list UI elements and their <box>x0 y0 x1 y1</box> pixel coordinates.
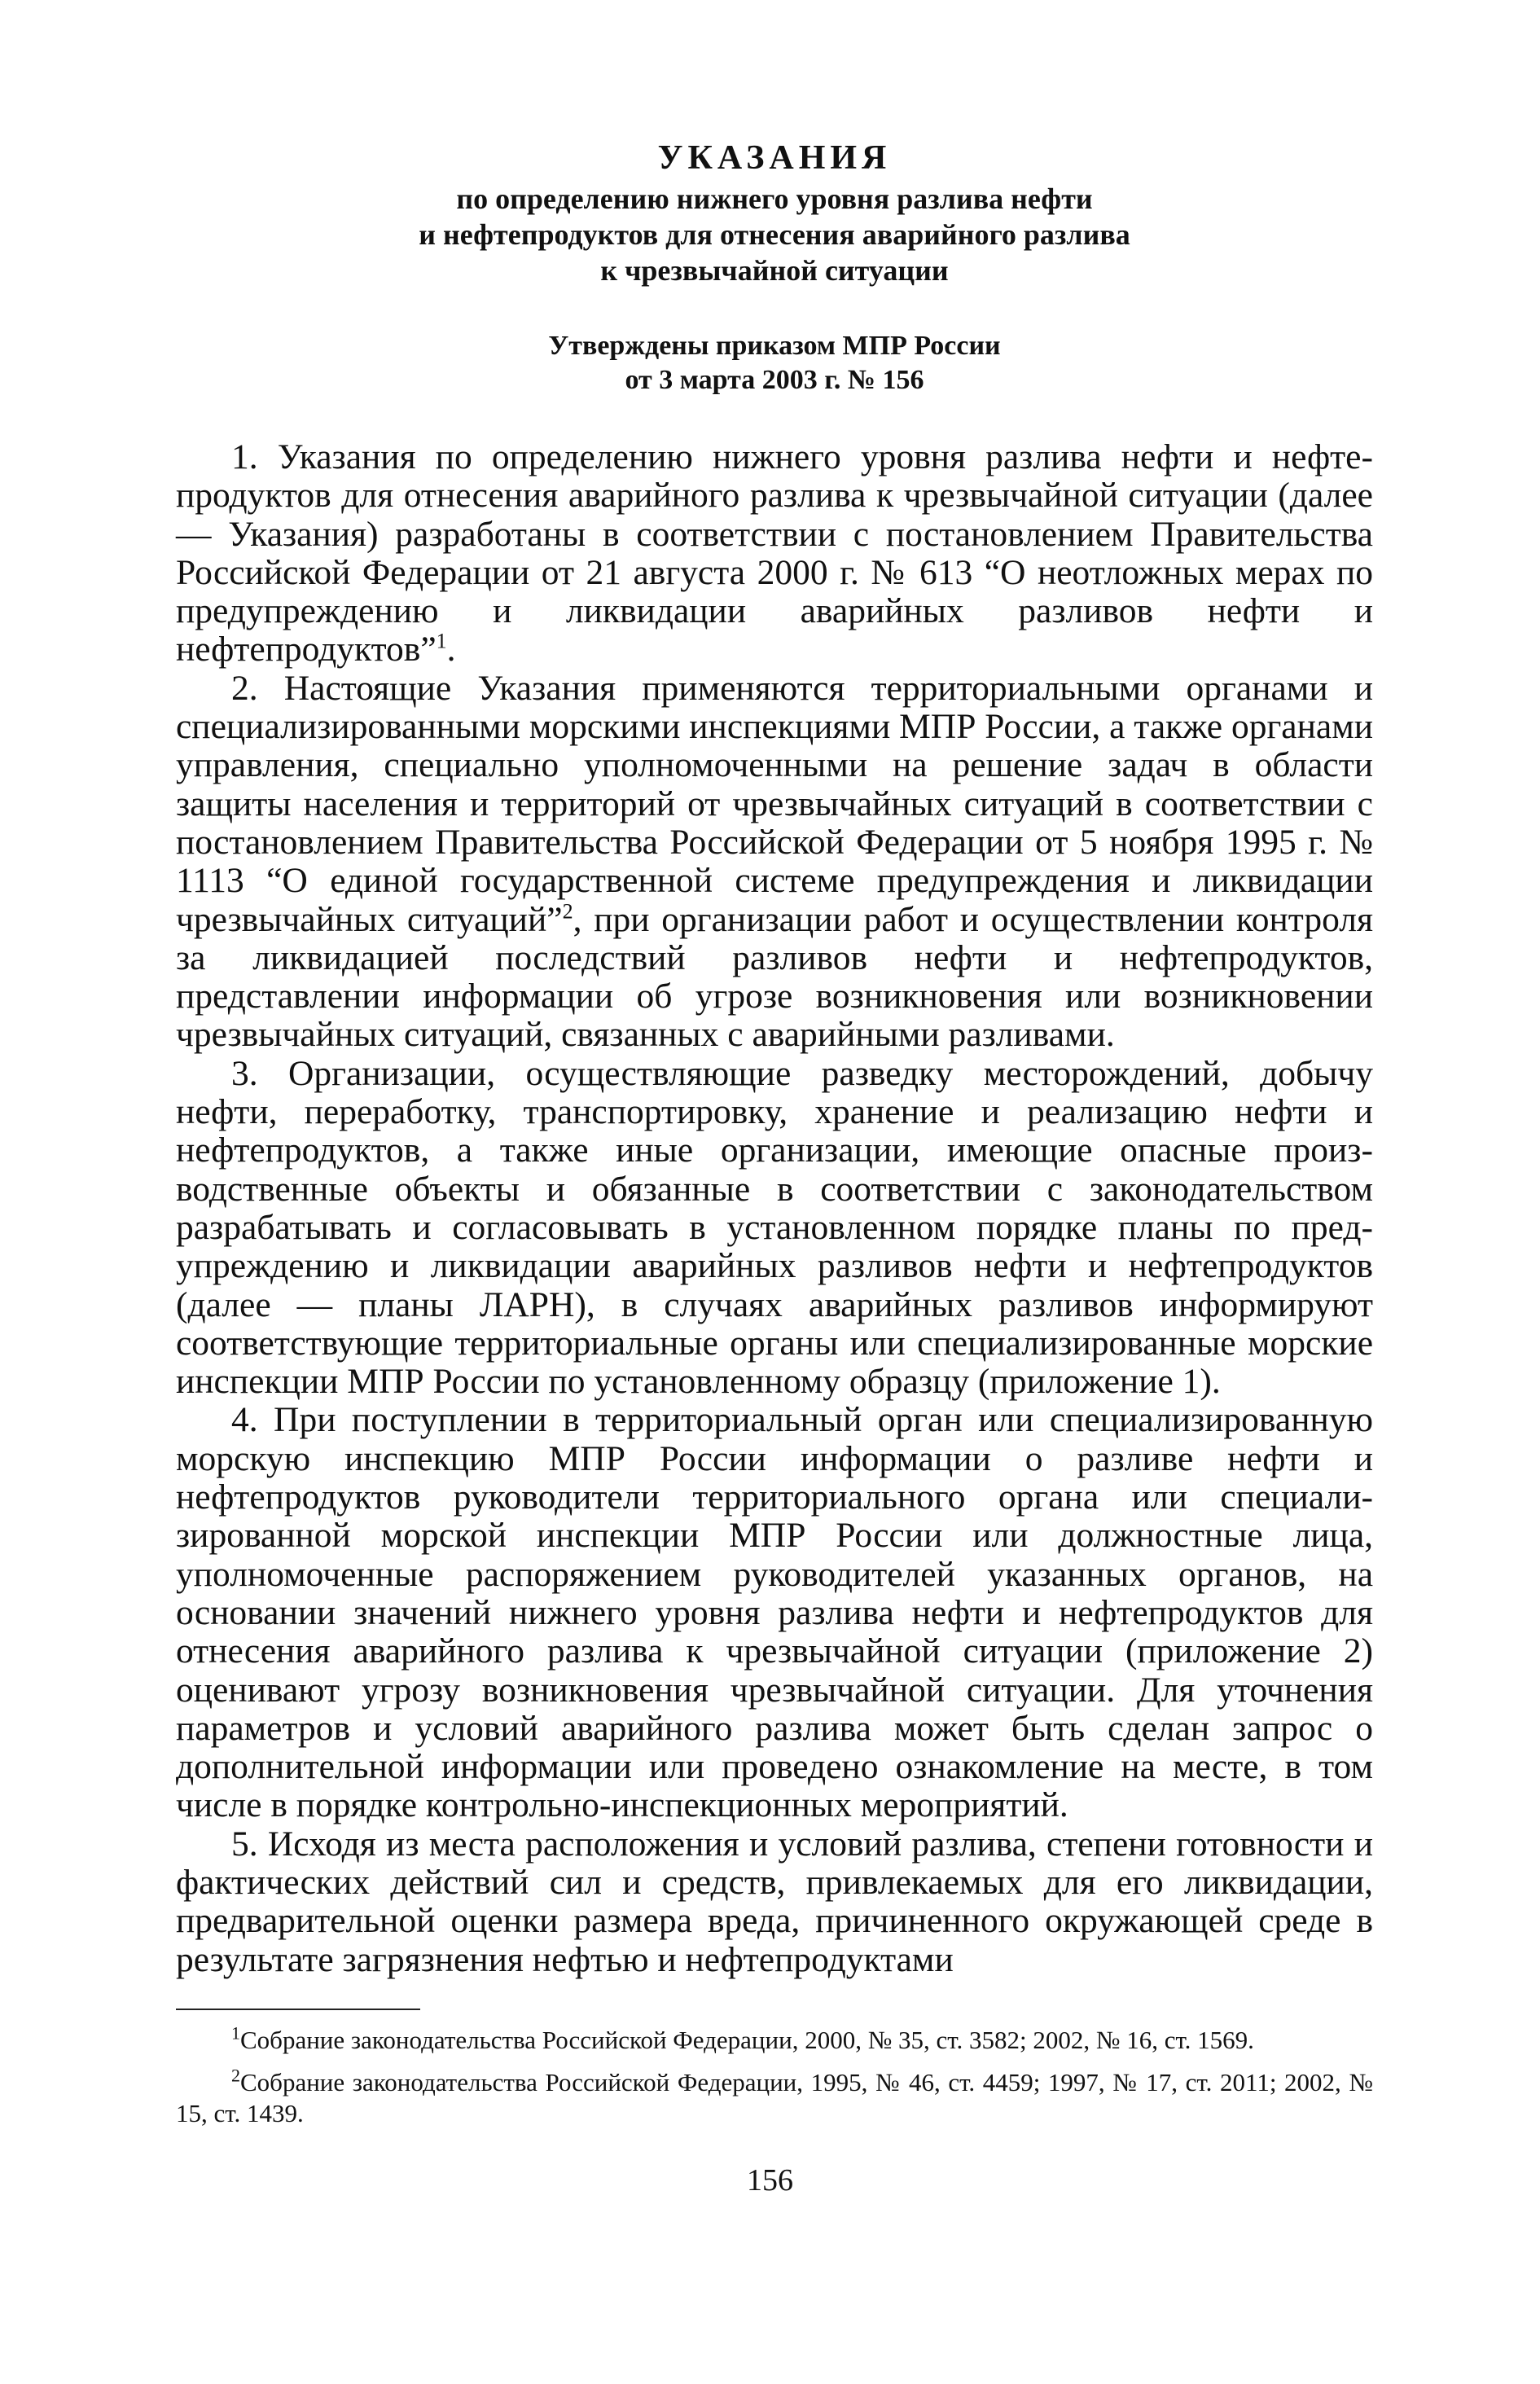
paragraph-5: 5. Исходя из места расположения и условий разлива, степени готовности и фактических действий сил и средств, привлекаемых для его ликвидации, предварительной оценки размера вреда, причиненного окружающей среде в результате загрязнения нефтью и нефтепродуктами <box>176 1824 1373 1979</box>
paragraph-1-text: 1. Указания по определению нижнего уровня разлива нефти и нефтепродуктов для отнесения аварийного разлива к чрезвычайной ситуации (далее — Указания) разработаны в соответствии с постановлением Правительства Российской Федерации от 21 августа 2000 г. № 613 “О неотложных мерах по предупреждению и ликвидации аварийных разливов нефти и нефтепродуктов” <box>176 437 1373 670</box>
paragraph-4: 4. При поступлении в территориальный орган или специализированную морскую инспекцию МПР России информации о разливе нефти и нефтепродуктов руководители территориального органа или специализированной морской инспекции МПР России или должностные лица, уполномоченные распоряжением руководителей указанных органов, на основании значений нижнего уровня разлива нефти и нефтепродуктов для отнесения аварийного разлива к чрезвычайной ситуации (приложение 2) оценивают угрозу возникновения чрезвычайной ситуации. Для уточнения параметров и условий аварийного разлива может быть сделан запрос о дополнительной информации или проведено ознакомление на месте, в том числе в порядке контрольно-инспекционных мероприятий. <box>176 1400 1373 1825</box>
document-title: УКАЗАНИЯ <box>657 139 892 177</box>
subtitle-line-1: по определению нижнего уровня разлива нефти <box>456 182 1093 215</box>
subtitle-line-3: к чрезвычайной ситуации <box>600 254 949 287</box>
page-number: 156 <box>747 2163 793 2197</box>
approval-line-1: Утверждены приказом МПР России <box>548 331 1001 361</box>
footnote-ref-1: 1 <box>436 629 447 653</box>
document-subtitle <box>176 181 1373 288</box>
paragraph-3: 3. Организации, осуществляющие разведку месторождений, добычу нефти, переработку, транспортировку, хранение и реализацию нефти и нефтепродуктов, а также иные организации, имеющие опасные производственные объекты и обязанные в соответствии с законодательством разрабатывать и согласовывать в установленном порядке планы по предупреждению и ликвидации аварийных разливов нефти и нефтепродуктов (далее — планы ЛАРН), в случаях аварийных разливов информируют соответствующие территориальные органы или специализированные морские инспекции МПР России по установленному образцу (приложение 1). <box>176 1053 1373 1402</box>
document-body <box>176 438 1373 1979</box>
paragraph-1-tail: . <box>446 630 456 670</box>
approval-line-2: от 3 марта 2003 г. № 156 <box>625 365 924 395</box>
footnote-ref-2: 2 <box>562 899 573 924</box>
footnote-2-text: Собрание законодательства Российской Федерации, 1995, № 46, ст. 4459; 1997, № 17, ст. 2011; 2002, № 15, ст. 1439. <box>176 2067 1373 2127</box>
paragraph-2 <box>176 670 1373 1055</box>
subtitle-line-2: и нефтепродуктов для отнесения аварийного разлива <box>419 218 1130 251</box>
footnote-1-mark: 1 <box>231 2022 240 2044</box>
paragraph-1 <box>176 438 1373 670</box>
document-page <box>176 138 1373 2140</box>
document-header <box>176 138 1373 397</box>
footnote-2-mark: 2 <box>231 2065 240 2086</box>
footnote-1-text: Собрание законодательства Российской Федерации, 2000, № 35, ст. 3582; 2002, № 16, ст. 1569. <box>240 2025 1254 2054</box>
paragraph-2-tail: , при организации работ и осуществлении контроля за ликвидацией последствий разливов нефти и нефтепродуктов, представлении информации об угрозе возникновения или возникновении чрезвычайных ситуаций, связанных с аварийными разливами. <box>176 899 1373 1055</box>
approval-note <box>176 329 1373 397</box>
paragraph-2-text: 2. Настоящие Указания применяются территориальными органами и специализированными морскими инспекциями МПР России, а также органами управления, специально уполномоченными на решение задач в области защиты населения и территорий от чрезвычайных ситуаций в соответствии с постановлением Правительства Российской Федерации от 5 ноября 1995 г. № 1113 “О единой государственной системе предупреждения и ликвидации чрезвычайных ситуаций” <box>176 668 1373 939</box>
footnote-2 <box>176 2067 1373 2129</box>
footnote-divider <box>176 2009 420 2010</box>
footnote-1 <box>176 2022 1373 2056</box>
footnotes <box>176 2022 1373 2129</box>
